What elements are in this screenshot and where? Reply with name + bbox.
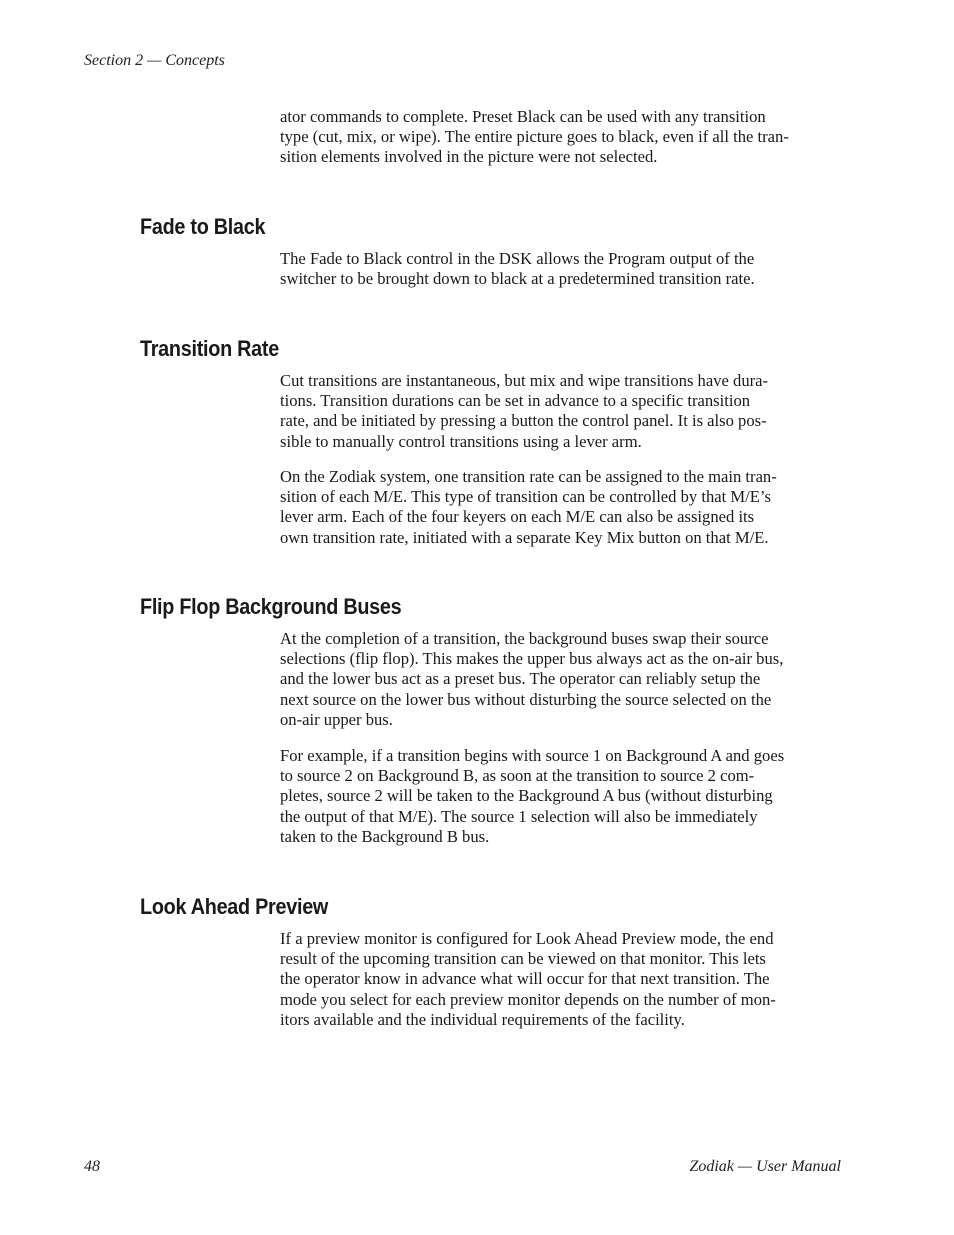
running-head: Section 2 — Concepts (84, 52, 225, 69)
heading-transition-rate: Transition Rate (140, 336, 279, 361)
intro-paragraph: ator commands to complete. Preset Black can be used with any transition type (cut, mix, or wipe). The entire picture goes to black, even if all the tran- sition elements involved in the picture were not selected. (280, 107, 789, 167)
fade-to-black-paragraph: The Fade to Black control in the DSK allows the Program output of the switcher to be brought down to black at a predetermined transition rate. (280, 249, 755, 289)
page-number: 48 (84, 1158, 100, 1175)
transition-rate-paragraph-2: On the Zodiak system, one transition rate can be assigned to the main tran- sition of each M/E. This type of transition can be controlled by that M/E’s lever arm. Each of the four keyers on each M/E can also be assigned its own transition rate, initiated with a separate Key Mix button on that M/E. (280, 467, 777, 547)
flip-flop-paragraph-1: At the completion of a transition, the background buses swap their source selections (flip flop). This makes the upper bus always act as the on-air bus, and the lower bus act as a preset bus. The operator can reliably setup the next source on the lower bus without disturbing the source selected on the on-air upper bus. (280, 629, 784, 729)
manual-title: Zodiak — User Manual (689, 1158, 841, 1175)
heading-look-ahead-preview: Look Ahead Preview (140, 894, 329, 919)
transition-rate-paragraph-1: Cut transitions are instantaneous, but mix and wipe transitions have dura- tions. Transition durations can be set in advance to a specific transition rate, and be initiated by pressing a button the control panel. It is also pos- sible to manually control transitions using a lever arm. (280, 371, 769, 451)
heading-fade-to-black: Fade to Black (140, 214, 266, 239)
heading-flip-flop-background-buses: Flip Flop Background Buses (140, 594, 402, 619)
look-ahead-preview-paragraph: If a preview monitor is configured for Look Ahead Preview mode, the end result of the upcoming transition can be viewed on that monitor. This lets the operator know in advance what will occur for that next transition. The mode you select for each preview monitor depends on the number of mon- itors available and the individual requirements of the facility. (280, 929, 776, 1029)
flip-flop-paragraph-2: For example, if a transition begins with source 1 on Background A and goes to source 2 on Background B, as soon at the transition to source 2 com- pletes, source 2 will be taken to the Background A bus (without disturbing the output of that M/E). The source 1 selection will also be immediately taken to the Background B bus. (280, 746, 785, 846)
